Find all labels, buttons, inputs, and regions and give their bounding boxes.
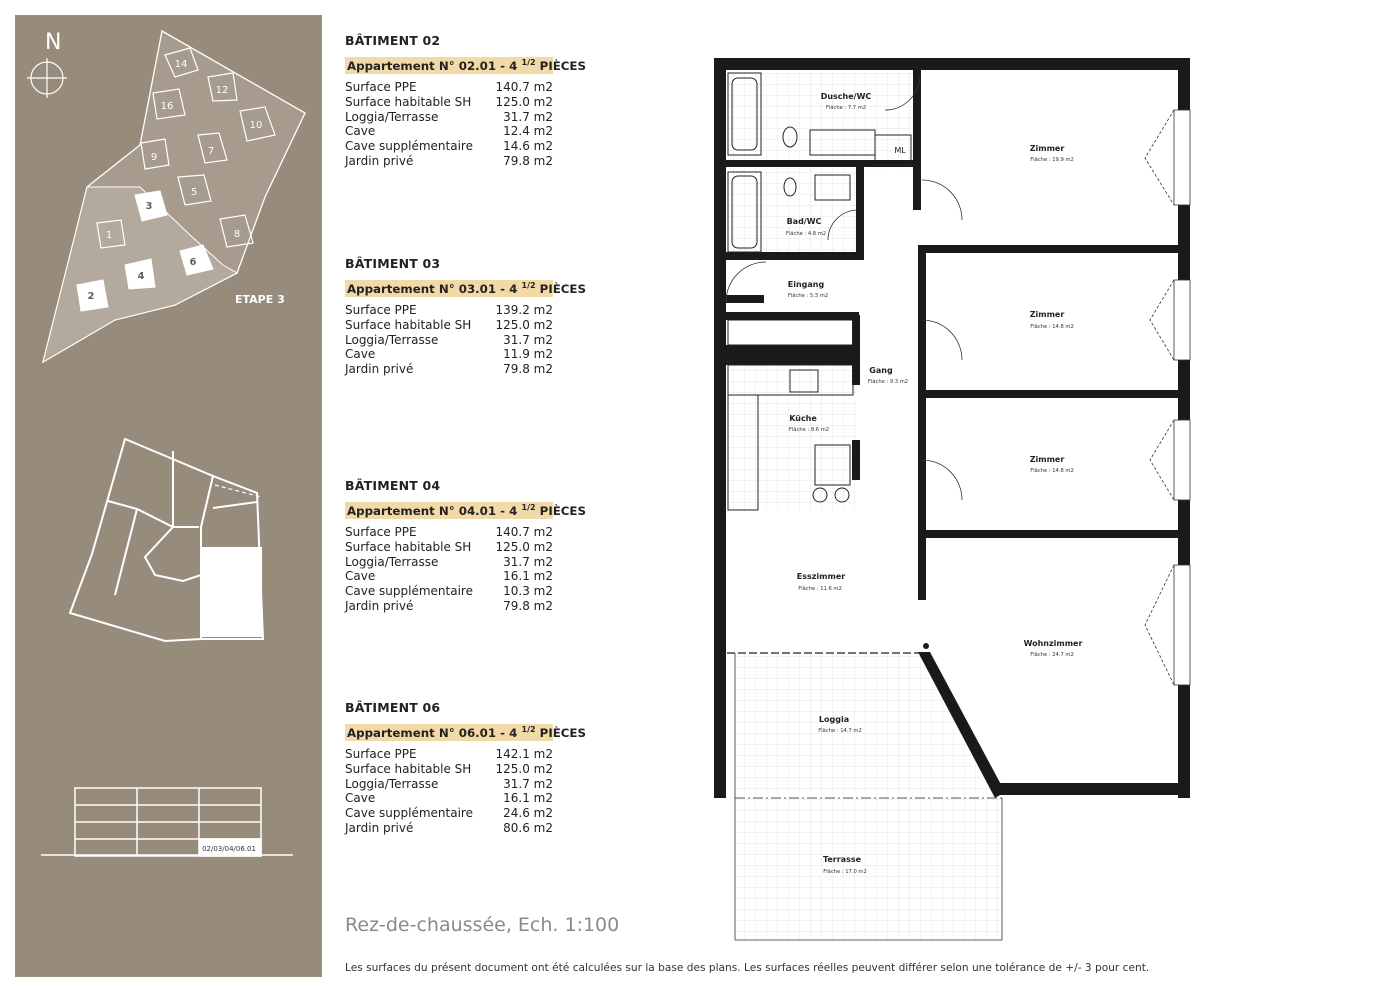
room-name-zimmer-1: Zimmer: [1029, 144, 1065, 153]
surface-row: [345, 333, 553, 348]
row-value: 10.3 m2: [503, 584, 553, 599]
building-label-4: 4: [137, 271, 145, 282]
row-value: 125.0 m2: [495, 94, 553, 109]
row-value: 139.2 m2: [495, 302, 553, 317]
building-title: BÂTIMENT 04: [345, 478, 441, 493]
row-label: Surface habitable SH: [345, 539, 472, 554]
appartement-badge: [345, 502, 586, 519]
room-name-wohnzimmer: Wohnzimmer: [1023, 639, 1083, 648]
appartement-number: Appartement N° 03.01 - 4: [347, 281, 518, 296]
room-area-gang: Fläche : 9.3 m2: [867, 379, 909, 385]
surface-row: [345, 806, 553, 821]
site-map: [43, 31, 305, 362]
building-title: BÂTIMENT 02: [345, 33, 441, 48]
row-label: Cave supplémentaire: [345, 139, 473, 154]
room-name-eingang: Eingang: [787, 280, 825, 289]
surface-row: [345, 540, 553, 555]
room-name-gang: Gang: [869, 366, 893, 375]
building-label-6: 6: [189, 257, 197, 268]
room-name-esszimmer: Esszimmer: [796, 572, 846, 581]
room-name-loggia: Loggia: [818, 715, 850, 724]
row-label: Jardin privé: [345, 153, 414, 168]
room-area-dusche: Fläche : 7.7 m2: [825, 105, 867, 111]
surface-row: [345, 80, 553, 95]
row-label: Surface habitable SH: [345, 317, 472, 332]
surface-row: [345, 139, 553, 154]
left-panel-graphics: [15, 15, 322, 977]
room-name-ml: ML: [894, 146, 906, 155]
room-area-kuche: Fläche : 8.6 m2: [788, 427, 830, 433]
surface-row: [345, 318, 553, 333]
key-plan: [70, 439, 263, 641]
surface-row: [345, 762, 553, 777]
room-area-wohnzimmer: Fläche : 24.7 m2: [1030, 652, 1074, 658]
room-area-zimmer-1: Fläche : 19.9 m2: [1030, 157, 1074, 163]
tiled-floors: [727, 70, 1002, 940]
appartement-number: Appartement N° 02.01 - 4: [347, 58, 518, 73]
room-area-terrasse: Fläche : 17.0 m2: [823, 869, 867, 875]
room-name-dusche: Dusche/WC: [820, 92, 872, 101]
surface-row: [345, 303, 553, 318]
row-value: 142.1 m2: [495, 746, 553, 761]
row-value: 79.8 m2: [503, 598, 553, 613]
row-value: 16.1 m2: [503, 791, 553, 806]
appartement-suffix: PIÈCES: [539, 725, 586, 740]
building-label-8: 8: [233, 229, 241, 240]
row-value: 14.6 m2: [503, 139, 553, 154]
fraction: 1/2: [521, 725, 536, 734]
appartement-badge: [345, 280, 586, 297]
building-label-2: 2: [87, 291, 95, 302]
row-value: 80.6 m2: [503, 820, 553, 835]
row-value: 125.0 m2: [495, 761, 553, 776]
row-label: Jardin privé: [345, 598, 414, 613]
room-name-kuche: Küche: [789, 414, 817, 423]
building-block-02: [345, 33, 586, 169]
room-area-zimmer-2: Fläche : 14.8 m2: [1030, 324, 1074, 330]
floor-plan: [700, 40, 1200, 950]
building-label-16: 16: [160, 101, 174, 112]
row-label: Surface PPE: [345, 79, 417, 94]
surface-row: [345, 791, 553, 806]
building-label-7: 7: [207, 146, 215, 157]
surface-row: [345, 154, 553, 169]
building-label-9: 9: [150, 152, 158, 163]
room-name-zimmer-3: Zimmer: [1029, 455, 1065, 464]
elevation-label: 02/03/04/06.01: [202, 845, 256, 853]
disclaimer: Les surfaces du présent document ont été calculées sur la base des plans. Les surfaces réelles peuvent différer selon une tolérance de +/- 3 pour cent.: [345, 962, 1150, 974]
room-name-terrasse: Terrasse: [822, 855, 862, 864]
building-block-04: [345, 478, 586, 614]
room-area-bad: Fläche : 4.8 m2: [785, 231, 827, 237]
appartement-suffix: PIÈCES: [539, 281, 586, 296]
row-value: 140.7 m2: [495, 79, 553, 94]
appartement-number: Appartement N° 04.01 - 4: [347, 503, 518, 518]
row-value: 12.4 m2: [503, 124, 553, 139]
building-label-14: 14: [174, 59, 188, 70]
plan-caption: Rez-de-chaussée, Ech. 1:100: [345, 914, 620, 936]
row-label: Cave supplémentaire: [345, 584, 473, 599]
row-value: 11.9 m2: [503, 347, 553, 362]
appartement-badge: [345, 57, 586, 74]
appartement-suffix: PIÈCES: [539, 58, 586, 73]
surface-row: [345, 525, 553, 540]
row-value: 24.6 m2: [503, 806, 553, 821]
building-label-12: 12: [215, 85, 229, 96]
building-block-03: [345, 256, 586, 377]
room-area-eingang: Fläche : 5.3 m2: [787, 293, 829, 299]
surface-row: [345, 110, 553, 125]
row-value: 140.7 m2: [495, 524, 553, 539]
room-name-bad: Bad/WC: [786, 217, 822, 226]
surface-row: [345, 569, 553, 584]
row-value: 125.0 m2: [495, 539, 553, 554]
compass-label: N: [45, 30, 62, 55]
appartement-badge: [345, 724, 586, 741]
building-label-3: 3: [145, 201, 153, 212]
surface-row: [345, 821, 553, 836]
row-label: Loggia/Terrasse: [345, 109, 439, 124]
building-label-10: 10: [249, 120, 263, 131]
row-label: Cave: [345, 347, 376, 362]
row-label: Jardin privé: [345, 820, 414, 835]
building-title: BÂTIMENT 03: [345, 256, 441, 271]
row-label: Surface habitable SH: [345, 761, 472, 776]
row-label: Cave: [345, 569, 376, 584]
row-label: Loggia/Terrasse: [345, 776, 439, 791]
fraction: 1/2: [521, 58, 536, 67]
surface-row: [345, 124, 553, 139]
row-label: Surface PPE: [345, 302, 417, 317]
surface-row: [345, 777, 553, 792]
building-label-5: 5: [190, 187, 198, 198]
row-label: Loggia/Terrasse: [345, 332, 439, 347]
room-name-zimmer-2: Zimmer: [1029, 310, 1065, 319]
surface-row: [345, 747, 553, 762]
surface-row: [345, 599, 553, 614]
compass-icon: [27, 58, 67, 98]
room-area-zimmer-3: Fläche : 14.8 m2: [1030, 468, 1074, 474]
row-label: Loggia/Terrasse: [345, 554, 439, 569]
left-panel: [15, 15, 322, 977]
row-label: Surface PPE: [345, 524, 417, 539]
row-label: Cave: [345, 791, 376, 806]
row-label: Jardin privé: [345, 362, 414, 377]
surface-row: [345, 347, 553, 362]
room-area-loggia: Fläche : 14.7 m2: [818, 728, 862, 734]
building-label-1: 1: [105, 230, 113, 241]
building-title: BÂTIMENT 06: [345, 700, 441, 715]
row-value: 31.7 m2: [503, 554, 553, 569]
row-value: 31.7 m2: [503, 109, 553, 124]
row-label: Cave: [345, 124, 376, 139]
surface-row: [345, 95, 553, 110]
row-label: Cave supplémentaire: [345, 806, 473, 821]
row-value: 16.1 m2: [503, 569, 553, 584]
surface-row: [345, 362, 553, 377]
row-value: 31.7 m2: [503, 776, 553, 791]
surface-row: [345, 555, 553, 570]
surface-row: [345, 584, 553, 599]
row-label: Surface habitable SH: [345, 94, 472, 109]
etape-label: ETAPE 3: [235, 293, 285, 306]
row-label: Surface PPE: [345, 746, 417, 761]
row-value: 79.8 m2: [503, 362, 553, 377]
row-value: 79.8 m2: [503, 153, 553, 168]
row-value: 31.7 m2: [503, 332, 553, 347]
appartement-number: Appartement N° 06.01 - 4: [347, 725, 518, 740]
room-area-esszimmer: Fläche : 11.6 m2: [798, 586, 842, 592]
appartement-suffix: PIÈCES: [539, 503, 586, 518]
fraction: 1/2: [521, 281, 536, 290]
building-block-06: [345, 700, 586, 836]
row-value: 125.0 m2: [495, 317, 553, 332]
fraction: 1/2: [521, 503, 536, 512]
